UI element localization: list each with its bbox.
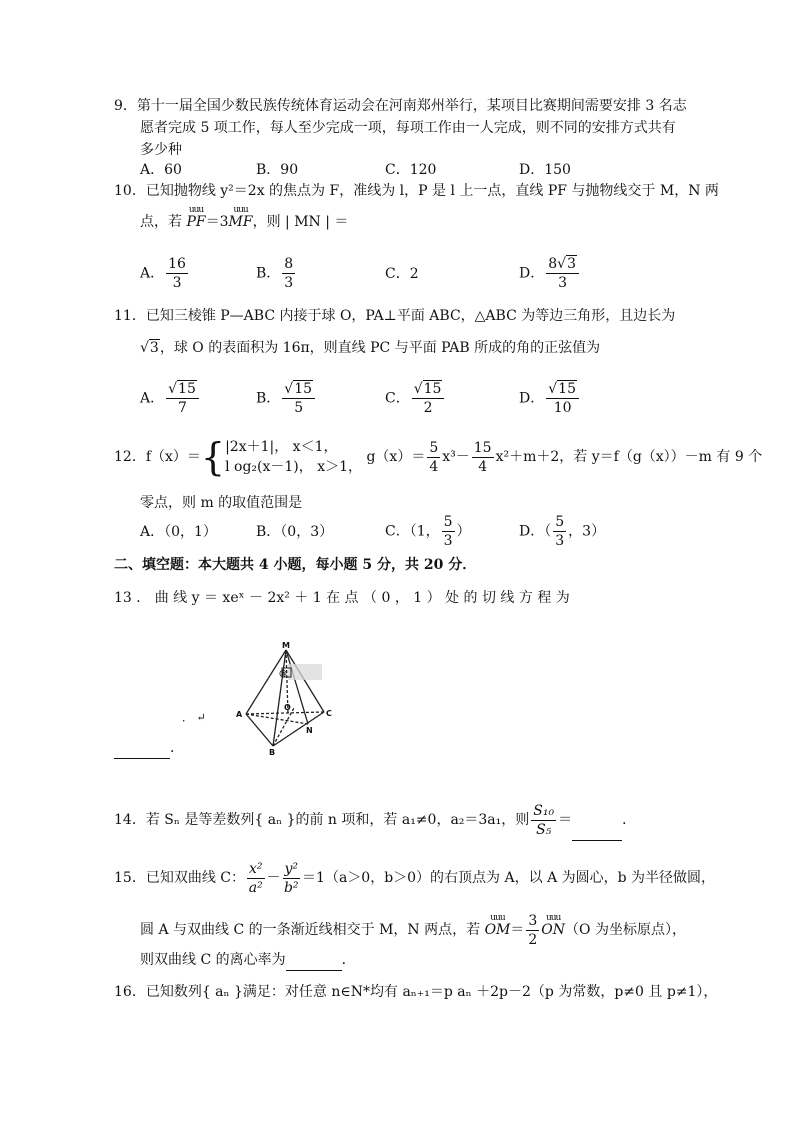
denominator: 3 xyxy=(172,275,182,291)
q10-line-2 xyxy=(140,205,349,232)
q12-line-2: 零点，则 m 的取值范围是 xyxy=(140,495,303,511)
answer-blank xyxy=(572,800,622,841)
denominator: 3 xyxy=(443,533,453,549)
q11-line2-text: ，球 O 的表面积为 16π，则直线 PC 与平面 PAB 所成的角的正弦值为 xyxy=(159,340,601,356)
answer-blank xyxy=(114,738,170,759)
fraction xyxy=(412,380,445,417)
numerator: y² xyxy=(284,860,299,877)
vector-on-label: ON xyxy=(541,922,566,938)
q11-line-2 xyxy=(140,338,600,358)
radicand: 15 xyxy=(178,381,196,397)
sqrt-sign: √15 xyxy=(413,381,442,397)
q14-post: ＝ xyxy=(558,812,573,828)
g-post: x²＋m＋2，若 y＝f（g（x））－m 有 9 个 xyxy=(495,449,763,465)
sqrt-sign: √3 xyxy=(557,256,576,272)
label-m: M xyxy=(282,641,290,650)
edge-ab xyxy=(246,714,273,746)
label-n: N xyxy=(306,726,313,735)
q10-option-d xyxy=(519,255,581,292)
label-mark: @ xyxy=(279,669,287,678)
q11-option-c xyxy=(385,380,446,417)
q12-option-c xyxy=(385,513,471,550)
edge-ma xyxy=(246,650,286,714)
edge-mc xyxy=(286,650,324,712)
fraction xyxy=(546,255,579,292)
g-prefix: g（x）＝ xyxy=(366,449,426,465)
label-a: A xyxy=(236,710,243,719)
numerator: 8 xyxy=(284,256,294,272)
vector-on xyxy=(541,910,565,950)
radicand: 15 xyxy=(423,381,442,397)
vector-mf-label: MF xyxy=(228,214,253,230)
numerator: x² xyxy=(248,860,263,877)
q12-option-d xyxy=(519,513,605,550)
blurred-patch xyxy=(288,664,322,680)
q11-option-a xyxy=(140,380,201,417)
fraction xyxy=(546,380,579,417)
radicand: 15 xyxy=(558,381,576,397)
q9-line-3: 多少种 xyxy=(140,142,182,158)
q13-answer-blank xyxy=(114,738,184,759)
denominator: 4 xyxy=(478,458,488,475)
vector-pf xyxy=(186,205,206,232)
q13-tail: ． xyxy=(170,740,184,756)
fraction xyxy=(526,912,539,949)
fraction xyxy=(166,380,199,417)
label-c: C xyxy=(326,709,332,718)
denominator: S₅ xyxy=(536,821,552,838)
vector-om-label: OM xyxy=(484,922,511,938)
q10-eq: ＝3 xyxy=(205,214,229,230)
numerator xyxy=(412,380,445,399)
vector-arrow-mark: uuu xyxy=(490,913,505,923)
fraction xyxy=(472,439,494,476)
denominator: 10 xyxy=(553,400,572,416)
q9-option-a: A．60 xyxy=(140,162,182,178)
denominator: 3 xyxy=(555,533,565,549)
q12-line-1 xyxy=(114,437,762,477)
option-post: ，3） xyxy=(568,523,606,540)
numerator: 5 xyxy=(555,514,565,530)
minus-sign: － xyxy=(266,870,281,886)
q15-pre: 15．已知双曲线 C： xyxy=(114,870,245,886)
q14-line xyxy=(114,800,636,841)
vector-om xyxy=(485,910,511,950)
radicand: 15 xyxy=(294,381,313,397)
q10-line-1: 10．已知抛物线 y²＝2x 的焦点为 F，准线为 l，P 是 l 上一点，直线 PF 与抛物线交于 M，N 两 xyxy=(114,183,719,199)
option-label: D． xyxy=(519,265,545,282)
option-label: B． xyxy=(256,390,281,407)
denominator: a² xyxy=(248,879,263,896)
sqrt-sign: √15 xyxy=(168,381,196,397)
q15-line-3 xyxy=(140,950,356,971)
q9-line-1: 9．第十一届全国少数民族传统体育运动会在河南郑州举行，某项目比赛期间需要安排 3 名志 xyxy=(114,98,687,114)
denominator: 3 xyxy=(284,275,294,291)
fraction xyxy=(166,255,188,292)
fraction xyxy=(282,380,315,417)
fraction xyxy=(283,860,301,897)
q9-line-2: 愿者完成 5 项工作，每人至少完成一项，每项工作由一人完成，则不同的安排方式共有 xyxy=(140,120,676,136)
option-label: D． xyxy=(519,390,545,407)
q11-line-1: 11．已知三棱锥 P—ABC 内接于球 O，PA⊥平面 ABC，△ABC 为等边三角形，且边长为 xyxy=(114,308,676,324)
stray-mark: ． ↵ xyxy=(182,711,206,724)
numerator xyxy=(282,380,315,399)
vector-arrow-mark: uuu xyxy=(545,913,561,923)
fraction xyxy=(442,513,455,550)
section-2-heading: 二、填空题：本大题共 4 小题，每小题 5 分，共 20 分． xyxy=(114,557,477,573)
q16-line: 16．已知数列{ aₙ }满足：对任意 n∈N*均有 aₙ₊₁＝p aₙ ＋2p－2（p 为常数，p≠0 且 p≠1）， xyxy=(114,984,718,1000)
q12-option-a: A．（0，1） xyxy=(140,524,217,540)
numerator xyxy=(166,380,199,399)
fraction xyxy=(247,860,265,897)
q9-option-c: C．120 xyxy=(385,162,437,178)
q15-line-2 xyxy=(140,910,686,950)
denominator: 2 xyxy=(423,400,433,416)
denominator: 2 xyxy=(528,931,538,948)
q15-line-1 xyxy=(114,858,715,898)
q13-line: 13 ． 曲 线 y ＝ xeˣ － 2x² ＋ 1 在 点 （ 0 ， 1 ） 处 的 切 线 方 程 为 xyxy=(114,590,570,606)
q10-option-a xyxy=(140,255,190,292)
radicand: 3 xyxy=(149,340,159,356)
vector-arrow-mark: uuu xyxy=(188,205,204,215)
fraction xyxy=(427,439,440,476)
piecewise-cases xyxy=(225,437,362,477)
q15-line2-post: （O 为坐标原点）， xyxy=(565,922,686,938)
answer-blank xyxy=(286,950,342,971)
numerator: 15 xyxy=(473,439,492,456)
sqrt-sign: √3 xyxy=(140,340,159,356)
option-label: A． xyxy=(140,265,165,282)
denominator: 7 xyxy=(178,400,187,416)
option-post: ） xyxy=(456,523,471,540)
fraction xyxy=(553,513,566,550)
numerator xyxy=(546,255,579,274)
q10-line2-pre: 点，若 xyxy=(140,214,187,230)
q15-line3-text: 则双曲线 C 的离心率为 xyxy=(140,952,286,968)
q10-line2-post: ，则 | MN | ＝ xyxy=(252,214,349,230)
vector-pf-label: PF xyxy=(186,214,206,230)
q11-option-d xyxy=(519,380,581,417)
q9-option-d: D．150 xyxy=(519,162,571,178)
fraction xyxy=(282,255,295,292)
numerator: 5 xyxy=(443,514,453,530)
numerator: 3 xyxy=(528,912,538,929)
numerator xyxy=(546,380,579,399)
numerator: 5 xyxy=(429,439,439,456)
q9-option-b: B．90 xyxy=(256,162,299,178)
sqrt-sign: √15 xyxy=(284,381,313,397)
q14-pre: 14．若 Sₙ 是等差数列{ aₙ }的前 n 项和，若 a₁≠0，a₂＝3a₁，则 xyxy=(114,812,530,828)
edge-bc xyxy=(273,712,324,746)
vector-mf xyxy=(228,205,253,232)
denominator: b² xyxy=(283,879,299,896)
denominator: 4 xyxy=(429,458,439,475)
q14-end: ． xyxy=(622,812,637,828)
q15-post: ＝1（a＞0，b＞0）的右顶点为 A，以 A 为圆心，b 为半径做圆， xyxy=(302,870,716,886)
q15-line3-end: ． xyxy=(341,952,356,968)
pyramid-figure xyxy=(232,640,360,756)
denominator: 5 xyxy=(294,400,304,416)
case-1: |2x＋1|， x＜1， xyxy=(225,439,338,455)
edge-mb xyxy=(273,650,286,746)
coef: 8 xyxy=(548,256,558,272)
edge-ac-hidden xyxy=(246,712,324,714)
eq-sign: ＝ xyxy=(510,922,525,938)
q10-option-b xyxy=(256,255,297,292)
case-2: l og₂(x－1)， x＞1， xyxy=(225,459,363,475)
option-label: B． xyxy=(256,265,281,282)
label-o: O xyxy=(284,703,291,712)
q10-option-c: C．2 xyxy=(385,266,419,282)
option-pre: D．（ xyxy=(519,523,552,540)
sqrt-sign: √15 xyxy=(548,381,576,397)
radicand: 3 xyxy=(567,256,576,272)
denominator: 3 xyxy=(558,275,568,291)
label-b: B xyxy=(269,748,276,756)
numerator: S₁₀ xyxy=(533,802,555,819)
q15-line2-pre: 圆 A 与双曲线 C 的一条渐近线相交于 M，N 两点，若 xyxy=(140,922,485,938)
fraction xyxy=(531,802,556,839)
q12-option-b: B．（0，3） xyxy=(256,524,334,540)
vector-arrow-mark: uuu xyxy=(233,205,248,215)
option-label: C． xyxy=(385,390,410,407)
left-brace-icon: { xyxy=(200,435,226,479)
option-label: A． xyxy=(140,390,165,407)
option-pre: C．（1， xyxy=(385,523,440,540)
q11-option-b xyxy=(256,380,317,417)
g-mid: x³－ xyxy=(442,449,470,465)
q12-prefix: 12．f（x）＝ xyxy=(114,449,201,465)
numerator: 16 xyxy=(168,256,186,272)
